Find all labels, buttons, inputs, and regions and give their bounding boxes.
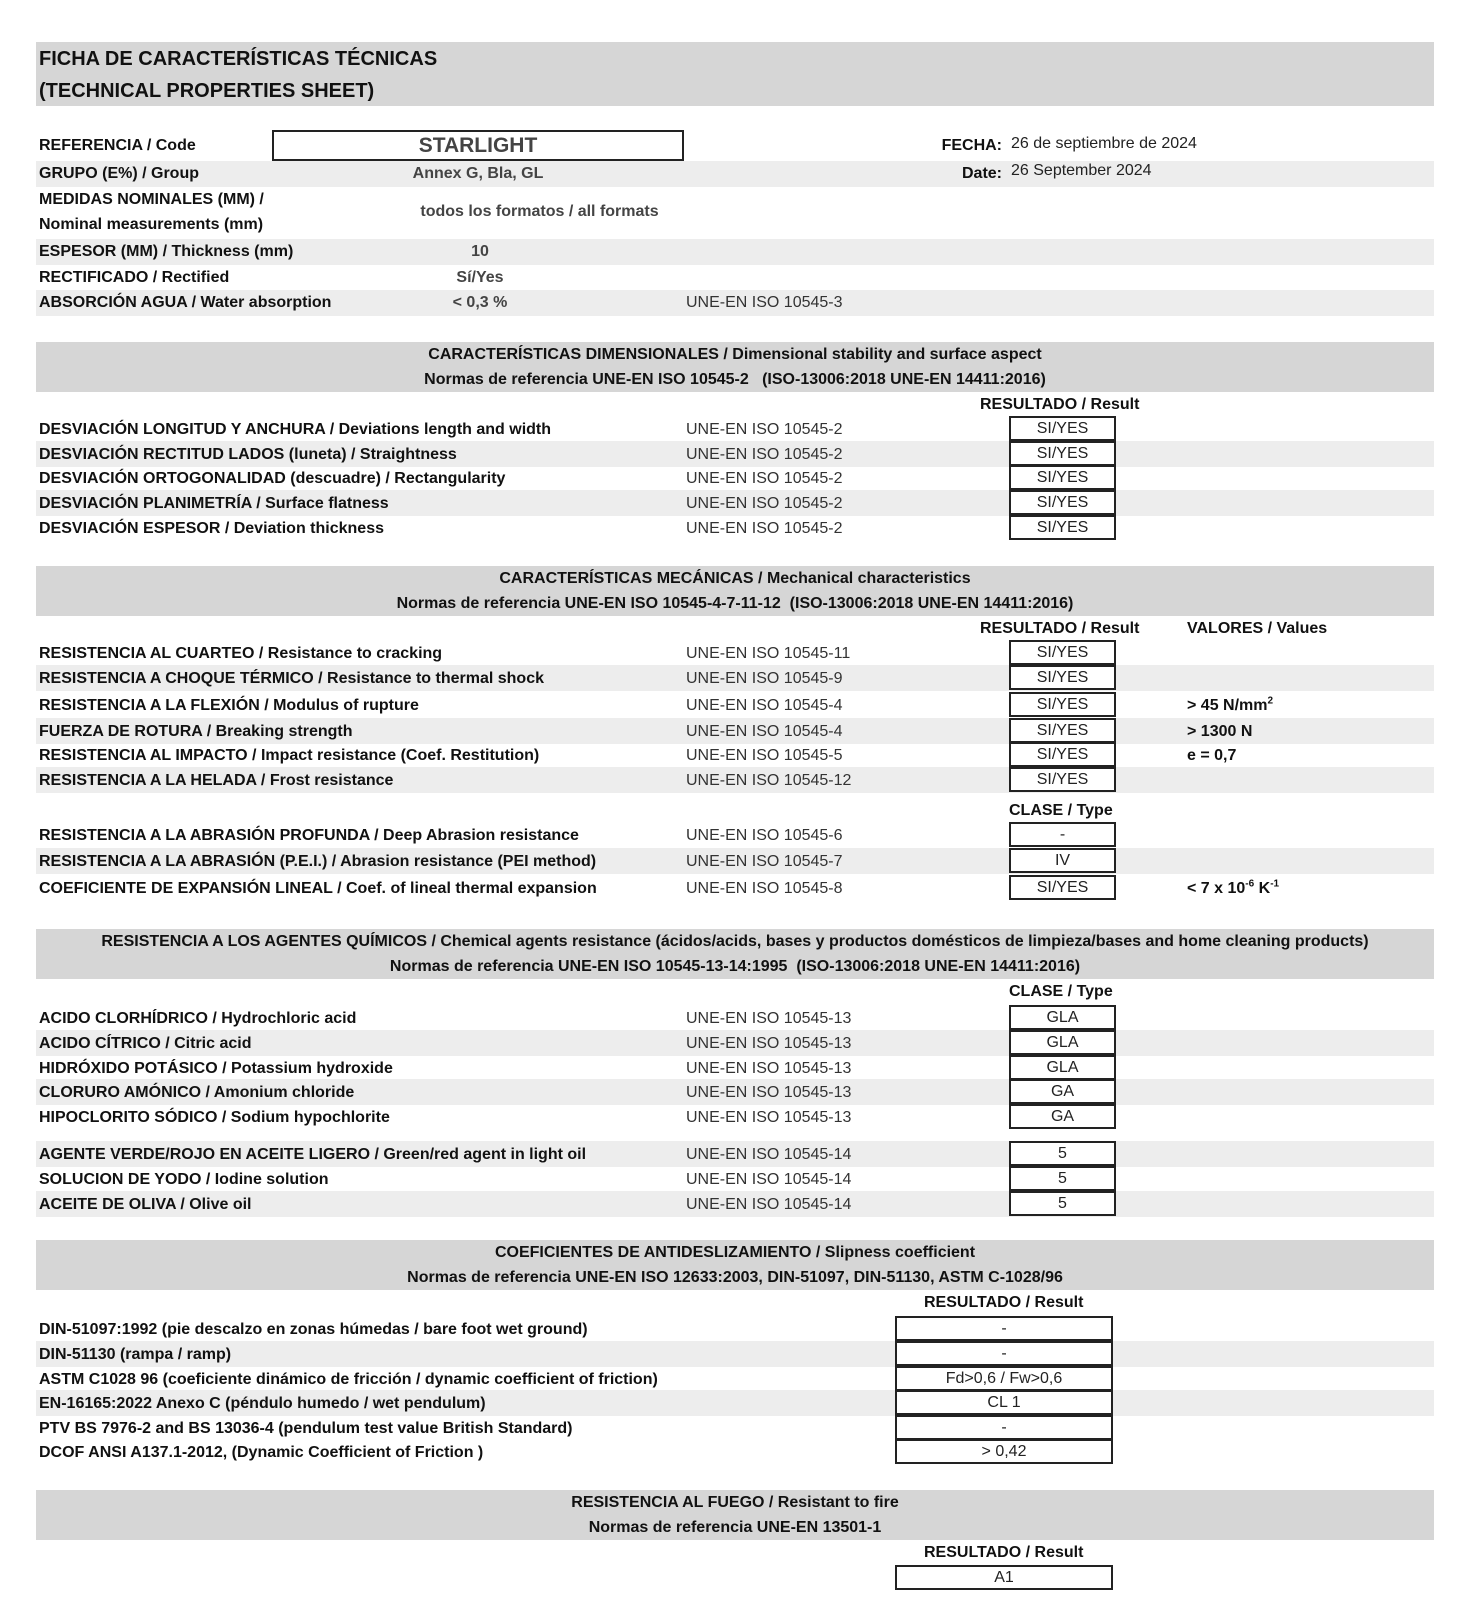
result-box: Fd>0,6 / Fw>0,6	[895, 1366, 1113, 1391]
superscript: -6	[1245, 878, 1255, 890]
chemical-heading: RESISTENCIA A LOS AGENTES QUÍMICOS / Chemical agents resistance (ácidos/acids, bases y productos domésticos de limpieza/bases and home cleaning products)	[101, 933, 1369, 950]
row-standard: UNE-EN ISO 10545-11	[686, 645, 851, 662]
row-label: ACIDO CLORHÍDRICO / Hydrochloric acid	[39, 1010, 357, 1027]
row-label: DESVIACIÓN LONGITUD Y ANCHURA / Deviations length and width	[39, 421, 552, 438]
result-box: -	[1009, 822, 1116, 847]
row-stripe	[36, 1341, 1434, 1367]
chemical-class-header: CLASE / Type	[1009, 983, 1113, 1000]
value-text: > 45 N/mm	[1187, 697, 1268, 714]
row-standard: UNE-EN ISO 10545-4	[686, 723, 843, 740]
fire-heading: RESISTENCIA AL FUEGO / Resistant to fire	[571, 1494, 899, 1511]
row-standard: UNE-EN ISO 10545-5	[686, 747, 843, 764]
row-label: FUERZA DE ROTURA / Breaking strength	[39, 723, 353, 740]
result-box: SI/YES	[1009, 416, 1116, 441]
row-standard: UNE-EN ISO 10545-13	[686, 1035, 852, 1052]
result-box: SI/YES	[1009, 692, 1116, 717]
slip-result-header: RESULTADO / Result	[924, 1294, 1084, 1311]
sizes-value: todos los formatos / all formats	[420, 203, 659, 220]
row-label: CLORURO AMÓNICO / Amonium chloride	[39, 1084, 355, 1101]
row-standard: UNE-EN ISO 10545-13	[686, 1060, 852, 1077]
group-value: Annex G, Bla, GL	[412, 165, 544, 182]
result-box: SI/YES	[1009, 465, 1116, 490]
value-text: e = 0,7	[1187, 747, 1237, 764]
result-box: SI/YES	[1009, 767, 1116, 792]
value-text: > 1300 N	[1187, 723, 1253, 740]
row-standard: UNE-EN ISO 10545-4	[686, 697, 843, 714]
row-standard: UNE-EN ISO 10545-8	[686, 880, 843, 897]
row-standard: UNE-EN ISO 10545-13	[686, 1109, 852, 1126]
row-standard: UNE-EN ISO 10545-13	[686, 1084, 852, 1101]
group-label: GRUPO (E%) / Group	[39, 165, 199, 182]
row-standard: UNE-EN ISO 10545-2	[686, 495, 843, 512]
slip-norms: Normas de referencia UNE-EN ISO 12633:2003, DIN-51097, DIN-51130, ASTM C-1028/96	[407, 1269, 1063, 1286]
row-standard: UNE-EN ISO 10545-7	[686, 853, 843, 870]
row-label: EN-16165:2022 Anexo C (péndulo humedo / wet pendulum)	[39, 1395, 486, 1412]
row-standard: UNE-EN ISO 10545-9	[686, 670, 843, 687]
fecha-value: 26 de septiembre de 2024	[1011, 135, 1197, 152]
chemical-norms: Normas de referencia UNE-EN ISO 10545-13-14:1995 (ISO-13006:2018 UNE-EN 14411:2016)	[389, 958, 1081, 975]
row-standard: UNE-EN ISO 10545-12	[686, 772, 852, 789]
row-label: PTV BS 7976-2 and BS 13036-4 (pendulum test value British Standard)	[39, 1420, 573, 1437]
row-label: DESVIACIÓN ESPESOR / Deviation thickness	[39, 520, 384, 537]
row-standard: UNE-EN ISO 10545-2	[686, 470, 843, 487]
rectified-value: Sí/Yes	[456, 269, 504, 286]
result-box: GLA	[1009, 1005, 1116, 1030]
fire-result-header: RESULTADO / Result	[924, 1544, 1084, 1561]
row-label: RESISTENCIA A LA ABRASIÓN (P.E.I.) / Abrasion resistance (PEI method)	[39, 853, 597, 870]
sizes-label-1: MEDIDAS NOMINALES (MM) /	[39, 191, 264, 208]
row-standard: UNE-EN ISO 10545-14	[686, 1196, 852, 1213]
thickness-value: 10	[471, 243, 489, 260]
row-standard: UNE-EN ISO 10545-6	[686, 827, 843, 844]
row-label: RESISTENCIA AL IMPACTO / Impact resistance (Coef. Restitution)	[39, 747, 540, 764]
absorption-standard: UNE-EN ISO 10545-3	[686, 294, 843, 311]
row-standard: UNE-EN ISO 10545-14	[686, 1171, 852, 1188]
page-subtitle: (TECHNICAL PROPERTIES SHEET)	[39, 80, 375, 102]
value-text	[1187, 877, 1279, 901]
result-box: IV	[1009, 848, 1116, 873]
row-label: DIN-51130 (rampa / ramp)	[39, 1346, 232, 1363]
value-text	[1187, 720, 1252, 744]
row-label: RESISTENCIA AL CUARTEO / Resistance to cracking	[39, 645, 443, 662]
result-box: SI/YES	[1009, 665, 1116, 690]
result-box: CL 1	[895, 1390, 1113, 1415]
absorption-value: < 0,3 %	[452, 294, 508, 311]
result-box: GLA	[1009, 1030, 1116, 1055]
result-box: 5	[1009, 1141, 1116, 1166]
row-label: DESVIACIÓN PLANIMETRÍA / Surface flatness	[39, 495, 389, 512]
row-standard: UNE-EN ISO 10545-13	[686, 1010, 852, 1027]
result-box: GA	[1009, 1079, 1116, 1104]
row-label: RESISTENCIA A CHOQUE TÉRMICO / Resistance to thermal shock	[39, 670, 544, 687]
value-text: K	[1254, 880, 1271, 897]
result-box: -	[895, 1415, 1113, 1440]
result-box: GA	[1009, 1104, 1116, 1129]
result-box: 5	[1009, 1191, 1116, 1216]
fire-result: A1	[895, 1565, 1113, 1590]
row-label: ASTM C1028 96 (coeficiente dinámico de fricción / dynamic coefficient of friction)	[39, 1371, 658, 1388]
row-label: COEFICIENTE DE EXPANSIÓN LINEAL / Coef. of lineal thermal expansion	[39, 880, 597, 897]
result-box: SI/YES	[1009, 742, 1116, 767]
thickness-label: ESPESOR (MM) / Thickness (mm)	[39, 243, 294, 260]
row-label: RESISTENCIA A LA HELADA / Frost resistance	[39, 772, 394, 789]
result-box: SI/YES	[1009, 875, 1116, 900]
mechanical-result-header: RESULTADO / Result	[980, 620, 1140, 637]
date-label: Date:	[961, 165, 1002, 182]
fire-norms: Normas de referencia UNE-EN 13501-1	[588, 1519, 882, 1536]
result-box: SI/YES	[1009, 490, 1116, 515]
dimensional-norms: Normas de referencia UNE-EN ISO 10545-2 (ISO-13006:2018 UNE-EN 14411:2016)	[424, 371, 1046, 388]
date-value: 26 September 2024	[1011, 162, 1152, 179]
mechanical-class-header: CLASE / Type	[1009, 802, 1113, 819]
value-text	[1187, 694, 1273, 718]
row-label: ACIDO CÍTRICO / Citric acid	[39, 1035, 252, 1052]
value-text	[1187, 744, 1236, 768]
row-label: DESVIACIÓN ORTOGONALIDAD (descuadre) / Rectangularity	[39, 470, 506, 487]
row-label: AGENTE VERDE/ROJO EN ACEITE LIGERO / Green/red agent in light oil	[39, 1146, 587, 1163]
row-label: HIPOCLORITO SÓDICO / Sodium hypochlorite	[39, 1109, 390, 1126]
result-box: SI/YES	[1009, 515, 1116, 540]
result-box: SI/YES	[1009, 640, 1116, 665]
result-box: -	[895, 1341, 1113, 1366]
dimensional-heading: CARACTERÍSTICAS DIMENSIONALES / Dimensional stability and surface aspect	[428, 346, 1042, 363]
row-label: HIDRÓXIDO POTÁSICO / Potassium hydroxide	[39, 1060, 393, 1077]
row-label: DESVIACIÓN RECTITUD LADOS (luneta) / Straightness	[39, 446, 457, 463]
superscript: 2	[1267, 695, 1274, 707]
code-label: REFERENCIA / Code	[39, 137, 196, 154]
mechanical-values-header: VALORES / Values	[1187, 620, 1328, 637]
mechanical-heading: CARACTERÍSTICAS MECÁNICAS / Mechanical characteristics	[499, 570, 971, 587]
row-label: SOLUCION DE YODO / Iodine solution	[39, 1171, 329, 1188]
code-value: STARLIGHT	[272, 130, 684, 161]
absorption-label: ABSORCIÓN AGUA / Water absorption	[39, 294, 332, 311]
row-standard: UNE-EN ISO 10545-14	[686, 1146, 852, 1163]
result-box: SI/YES	[1009, 441, 1116, 466]
row-label: ACEITE DE OLIVA / Olive oil	[39, 1196, 252, 1213]
value-text: < 7 x 10	[1187, 880, 1246, 897]
superscript: -1	[1270, 878, 1280, 890]
row-standard: UNE-EN ISO 10545-2	[686, 421, 843, 438]
result-box: 5	[1009, 1166, 1116, 1191]
row-standard: UNE-EN ISO 10545-2	[686, 520, 843, 537]
sizes-label-2: Nominal measurements (mm)	[39, 216, 264, 233]
row-stripe	[36, 161, 1434, 187]
result-box: > 0,42	[895, 1439, 1113, 1464]
row-standard: UNE-EN ISO 10545-2	[686, 446, 843, 463]
result-box: -	[895, 1316, 1113, 1341]
row-label: RESISTENCIA A LA ABRASIÓN PROFUNDA / Deep Abrasion resistance	[39, 827, 579, 844]
row-label: DCOF ANSI A137.1-2012, (Dynamic Coefficient of Friction )	[39, 1444, 484, 1461]
page-title: FICHA DE CARACTERÍSTICAS TÉCNICAS	[39, 48, 438, 70]
result-box: SI/YES	[1009, 718, 1116, 743]
row-label: RESISTENCIA A LA FLEXIÓN / Modulus of rupture	[39, 697, 419, 714]
rectified-label: RECTIFICADO / Rectified	[39, 269, 230, 286]
slip-heading: COEFICIENTES DE ANTIDESLIZAMIENTO / Slipness coefficient	[494, 1244, 976, 1261]
fecha-label: FECHA:	[941, 137, 1002, 154]
mechanical-norms: Normas de referencia UNE-EN ISO 10545-4-7-11-12 (ISO-13006:2018 UNE-EN 14411:2016)	[396, 595, 1074, 612]
row-label: DIN-51097:1992 (pie descalzo en zonas húmedas / bare foot wet ground)	[39, 1321, 588, 1338]
result-box: GLA	[1009, 1055, 1116, 1080]
dimensional-result-header: RESULTADO / Result	[980, 396, 1140, 413]
